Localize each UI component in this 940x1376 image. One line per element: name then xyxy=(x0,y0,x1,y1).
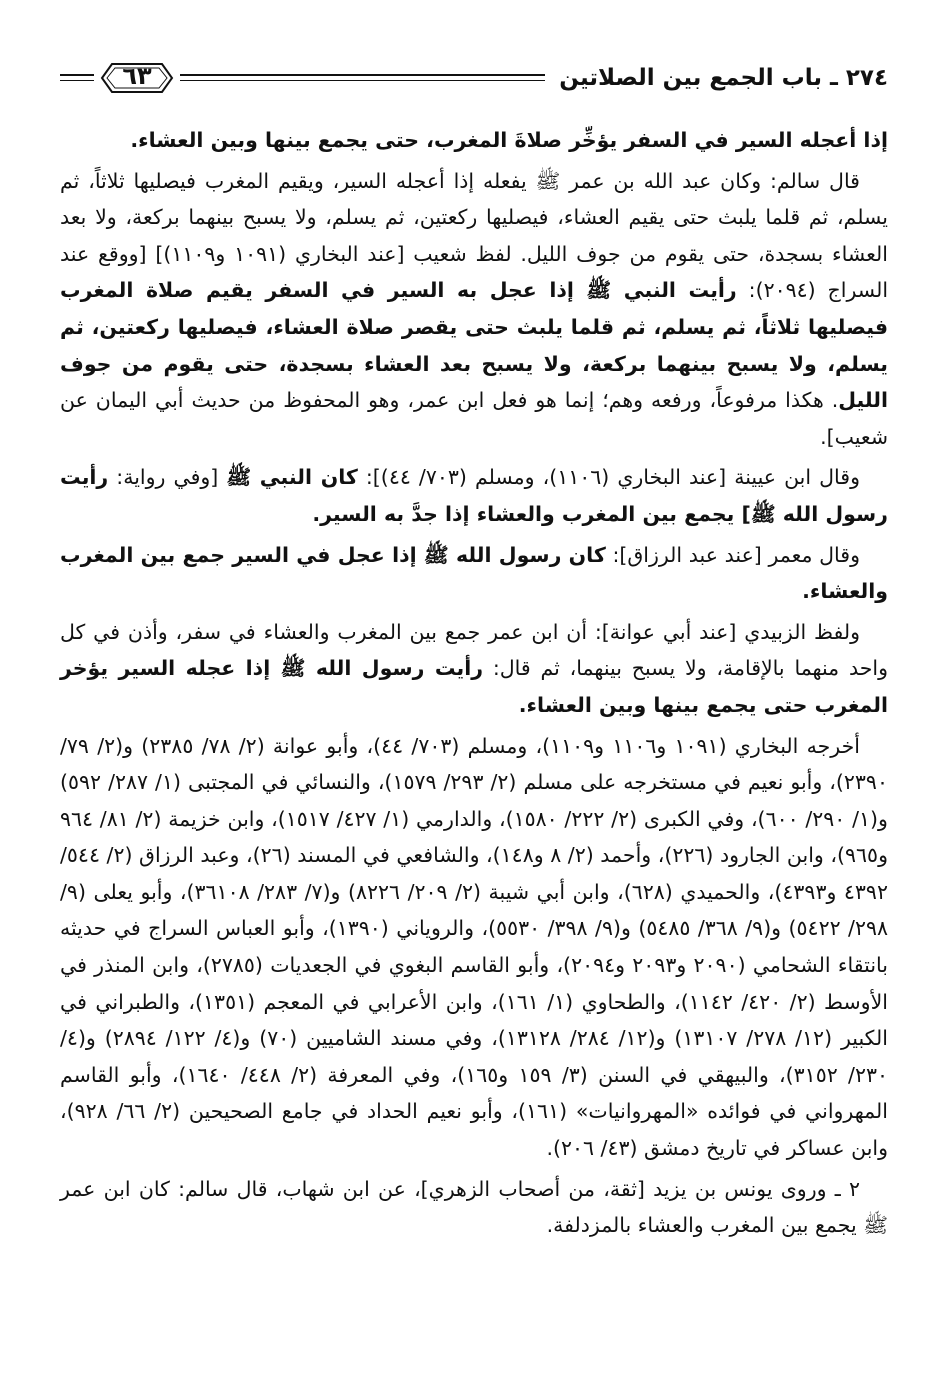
header-rule xyxy=(180,71,545,85)
commentary-text: وقال معمر [عند عبد الرزاق]: xyxy=(605,542,860,567)
commentary-text: قال سالم: وكان عبد الله بن عمر ﷺ يفعله إذا أعجله السير، ويقيم المغرب فيصليها ثلاثاً، ثم يسلم، ثم قلما يلبث حتى يقيم العشاء، فيصليها ركعتين، ثم يسلم، ولا يسبح بينهما بركعة، ولا بعد العشاء بسجدة، حتى يقوم من جوف الليل. لفظ شعيب [عند البخاري (١٠٩١ و١١٠٩)] [ووقع عند السراج (٢٠٩٤): xyxy=(60,168,889,303)
running-title: ٢٧٤ ـ باب الجمع بين الصلاتين xyxy=(559,65,888,91)
paragraph xyxy=(60,728,888,1167)
commentary-text: وقال ابن عيينة [عند البخاري (١١٠٦)، ومسلم (٧٠٣/ ٤٤)]: xyxy=(357,465,861,490)
page-number: ٦٣ xyxy=(122,62,152,90)
folio-ornament xyxy=(100,60,174,96)
commentary-text: . هكذا مرفوعاً، ورفعه وهم؛ إنما هو فعل ابن عمر، وهو المحفوظ من حديث أبي اليمان عن شعيب]. xyxy=(60,388,888,449)
commentary-text: أخرجه البخاري (١٠٩١ و١١٠٦ و١١٠٩)، ومسلم (٧٠٣/ ٤٤)، وأبو عوانة (٢/ ٧٨/ ٢٣٨٥) و(٢/ ٧٩/ ٢٣٩٠)، وأبو نعيم في مستخرجه على مسلم (٢/ ٢٩٣/ ١٥٧٩)، والنسائي في المجتبى (١/ ٢٨٧/ ٥٩٢) و(١/ ٢٩٠/ ٦٠٠)، وفي الكبرى (٢/ ٢٢٢/ ١٥٨٠)، والدارمي (١/ ٤٢٧/ ١٥١٧)، وابن خزيمة (٢/ ٨١/ ٩٦٤ و٩٦٥)، وابن الجارود (٢٢٦)، وأحمد (٢/ ٨ و١٤٨)، والشافعي في المسند (٢٦)، وعبد الرزاق (٢/ ٥٤٤/ ٤٣٩٢ و٤٣٩٣)، والحميدي (٦٢٨)، وابن أبي شيبة (٢/ ٢٠٩/ ٨٢٢٦) و(٧/ ٢٨٣/ ٣٦١٠٨)، وأبو يعلى (٩/ ٢٩٨/ ٥٤٢٢) و(٩/ ٣٦٨/ ٥٤٨٥) و(٩/ ٣٩٨/ ٥٥٣٠)، والروياني (١٣٩٠)، وأبو العباس السراج في حديثه بانتقاء الشحامي (٢٠٩٠ و٢٠٩٣ و٢٠٩٤)، وأبو القاسم البغوي في الجعديات (٢٧٨٥)، وابن المنذر في الأوسط (٢/ ٤٢٠/ ١١٤٢)، والطحاوي (١/ ١٦١)، وابن الأعرابي في المعجم (١٣٥١)، والطبراني في الكبير (١٢/ ٢٧٨/ ١٣١٠٧) و(١٢/ ٢٨٤/ ١٣١٢٨)، وفي مسند الشاميين (٧٠) و(٤/ ١٢٢/ ٢٨٩٤) و(٤/ ٢٣٠/ ٣١٥٢)، والبيهقي في السنن (٣/ ١٥٩ و١٦٥)، وفي المعرفة (٢/ ٤٤٨/ ١٦٤٠)، وأبو القاسم المهرواني في فوائده «المهروانيات» (١٦١)، وأبو نعيم الحداد في جامع الصحيحين (٢/ ٦٦/ ٩٢٨)، وابن عساكر في تاريخ دمشق (٤٣/ ٢٠٦). xyxy=(60,733,889,1161)
hadith-text-bold: إذا أعجله السير في السفر يؤخِّر صلاةَ المغرب، حتى يجمع بينها وبين العشاء. xyxy=(130,128,888,152)
hadith-text-bold: رأيت رسول الله ﷺ] يجمع بين المغرب والعشاء إذا جدَّ به السير. xyxy=(60,465,888,526)
commentary-text: ٢ ـ وروى يونس بن يزيد [ثقة، من أصحاب الزهري]، عن ابن شهاب، قال سالم: كان ابن عمر ﷺ يجمع بين المغرب والعشاء بالمزدلفة. xyxy=(60,1176,888,1238)
commentary-text: ولفظ الزبيدي [عند أبي عوانة]: أن ابن عمر جمع بين المغرب والعشاء في سفر، وأذن في كل واحد منهما بالإقامة، ولا يسبح بينهما، ثم قال: xyxy=(60,619,888,681)
paragraph xyxy=(60,122,888,159)
paragraph xyxy=(60,459,888,532)
paragraph xyxy=(60,1171,888,1244)
header-rule-left xyxy=(60,71,94,85)
hadith-text-bold: رأيت رسول الله ﷺ إذا عجله السير يؤخر المغرب حتى يجمع بينها وبين العشاء. xyxy=(60,656,888,717)
hadith-text-bold: كان رسول الله ﷺ إذا عجل في السير جمع بين المغرب والعشاء. xyxy=(60,542,888,604)
page-header xyxy=(60,52,888,104)
paragraph xyxy=(60,614,888,724)
hadith-text-bold: رأيت النبي ﷺ إذا عجل به السير في السفر يقيم صلاة المغرب فيصليها ثلاثاً، ثم يسلم، ثم قلما يلبث حتى يقصر صلاة العشاء، فيصليها ركعتين، ثم يسلم، ولا يسبح بينهما بركعة، ولا يسبح بعد العشاء بسجدة، حتى يقوم من جوف الليل xyxy=(60,278,888,413)
paragraph xyxy=(60,163,888,456)
page-body xyxy=(60,122,888,1244)
hadith-text-bold: كان النبي ﷺ xyxy=(226,465,358,490)
commentary-text: [وفي رواية: xyxy=(108,465,227,490)
paragraph xyxy=(60,537,888,610)
